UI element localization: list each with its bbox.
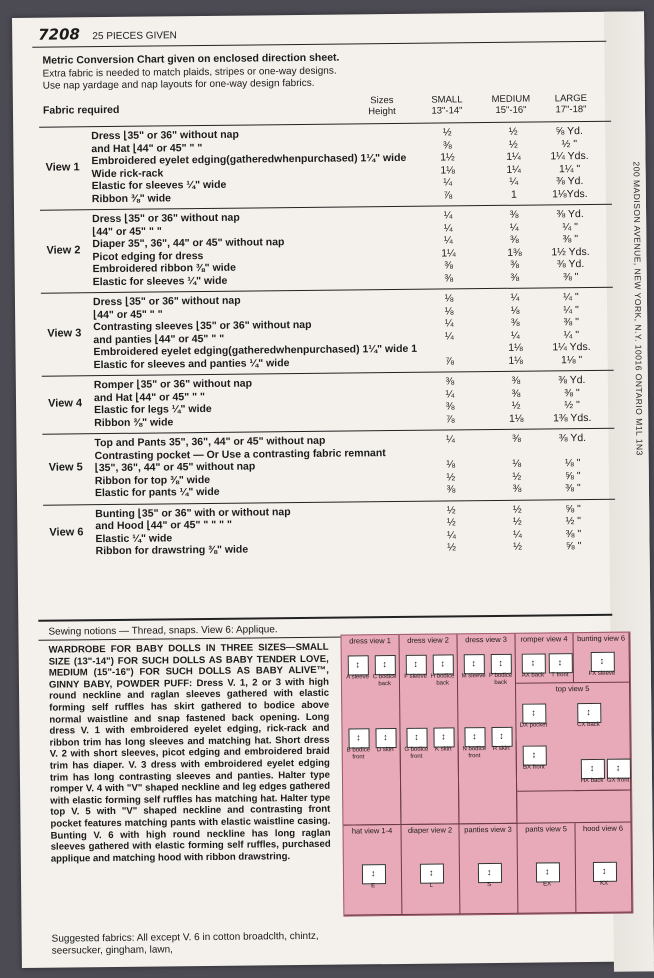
grainline-arrow-icon: ↕ xyxy=(558,658,563,667)
cell-small: ⅛ xyxy=(433,458,469,471)
pattern-envelope xyxy=(12,11,654,968)
cell-medium: ¼ xyxy=(493,221,535,234)
cell-large: ½ " xyxy=(536,137,602,150)
pattern-piece xyxy=(433,654,455,674)
col-large-name: LARGE xyxy=(555,93,587,104)
grainline-arrow-icon: ↕ xyxy=(355,660,360,669)
cell-large: ⅜ Yd. xyxy=(539,374,605,387)
cell-small: ⅜ xyxy=(431,272,467,285)
cell-large: ⅝ Yd. xyxy=(536,125,602,138)
row-description: Elastic for sleeves ¼" wide xyxy=(93,274,228,288)
piece-label: EX xyxy=(530,881,564,888)
cell-large: ⅝ " xyxy=(540,502,606,515)
piece-label: D skirt xyxy=(370,747,401,754)
cell-medium: ½ xyxy=(496,503,538,516)
cell-medium: 1⅛ xyxy=(495,412,537,425)
cell-title: panties view 3 xyxy=(462,826,513,835)
cell-large: 1¼ Yds. xyxy=(538,341,604,354)
cell-medium: 1⅛ xyxy=(494,342,536,355)
pattern-piece xyxy=(549,653,573,673)
col-large-height: 17"-18" xyxy=(555,104,586,115)
cell-small: 1½ xyxy=(429,151,465,164)
piece-label: M sleeve xyxy=(458,673,489,680)
piece-label: A sleeve xyxy=(342,674,373,681)
grainline-arrow-icon: ↕ xyxy=(545,867,550,876)
cell-large: ¼ " xyxy=(538,303,604,316)
cell-small: ¼ xyxy=(431,317,467,330)
row-description: Dress ⌊35" or 36" without nap xyxy=(92,212,240,226)
cell-large: ⅜ " xyxy=(540,482,606,495)
sewing-notions: Sewing notions — Thread, snaps. View 6: Applique. xyxy=(48,624,277,637)
grid-cell xyxy=(457,634,517,825)
cell-large: ⅜ Yd. xyxy=(539,432,605,445)
pattern-piece xyxy=(591,652,615,672)
row-description: Elastic for pants ¼" wide xyxy=(95,486,220,500)
pattern-piece xyxy=(433,727,455,747)
piece-label: R skirt xyxy=(486,746,517,753)
grainline-arrow-icon: ↕ xyxy=(616,764,621,773)
row-description: Ribbon ⅜" wide xyxy=(92,192,171,205)
cell-title xyxy=(578,741,628,742)
row-description: and Hood ⌊44" or 45" " " " " xyxy=(95,519,232,533)
pattern-piece xyxy=(420,864,444,884)
pattern-piece xyxy=(607,759,631,779)
description-body: Dress V. 1, 2 or 3 with high round neckline and raglan sleeves gathered with elastic forming self ruffles has skirt gathered to bodice above normal waistline and snap fastened back opening. Long dress V. 1 with embroidered eyelet edging, rick-rack and ribbon trim has long sleeves and matching hat. Short dress V. 2 with short sleeves, picot edging and embroidered braid trim has diaper. V. 3 dress with embroidered eyelet edging trim has long contrasting sleeves and panties. Halter type romper V. 4 with "V" shaped neckline and leg edges gathered with elastic forming self ruffles has matching hat. Halter type top V. 5 with "V" shaped neckline and contrasting front pocket features matching pants with elastic waistline casing. Bunting V. 6 with high round neckline has long raglan sleeves gathered with elastic forming self ruffles, purchased applique and matching hood with ribbon drawstring. xyxy=(49,676,331,864)
cell-small: ⅛ xyxy=(431,305,467,318)
pattern-piece xyxy=(362,864,386,884)
piece-label: S xyxy=(472,882,506,889)
view-label: View 1 xyxy=(46,161,80,173)
view-section xyxy=(39,121,612,210)
row-description: Contrasting sleeves ⌊35" or 36" without nap xyxy=(93,319,311,334)
piece-label: C bodice back xyxy=(369,674,400,687)
cell-small: ⅞ xyxy=(432,355,468,368)
cell-title: dress view 1 xyxy=(345,637,396,646)
grainline-arrow-icon: ↕ xyxy=(586,708,591,717)
col-large xyxy=(541,93,601,116)
cell-medium: ⅜ xyxy=(494,259,536,272)
col-medium-name: MEDIUM xyxy=(492,94,531,105)
row-description: Embroidered eyelet edging(gatheredwhenpurchased) 1¼" wide xyxy=(91,152,406,168)
row-description: Elastic for sleeves ¼" wide xyxy=(92,179,227,193)
cell-large: ⅜ " xyxy=(538,270,604,283)
cell-large: ⅜ " xyxy=(537,233,603,246)
grainline-arrow-icon: ↕ xyxy=(531,709,536,718)
cell-small: ½ xyxy=(434,541,470,554)
grid-cell xyxy=(575,823,632,914)
grid-cell xyxy=(399,634,459,825)
cell-medium: ⅜ xyxy=(494,317,536,330)
cell-small: ⅛ xyxy=(431,292,467,305)
suggested-fabrics: Suggested fabrics: All except V. 6 in cotton broadclth, chintz, seersucker, gingham, lawn, xyxy=(52,931,342,958)
pattern-pieces-grid xyxy=(340,632,633,917)
cell-small: ¼ xyxy=(430,234,466,247)
cell-title: romper view 4 xyxy=(518,635,569,644)
grainline-arrow-icon: ↕ xyxy=(356,733,361,742)
cell-small: ⅜ xyxy=(431,259,467,272)
pattern-piece xyxy=(581,759,605,779)
cell-large: 1⅛Yds. xyxy=(537,187,603,200)
description-lead: WARDROBE FOR BABY DOLLS IN THREE SIZES—SMALL SIZE (13"-14") FOR SUCH DOLLS AS BABY TENDER LOVE, MEDIUM (15"-16") FOR SUCH DOLLS AS BABY ALIVE™, GINNY BABY, POWDER PUFF: xyxy=(49,642,329,691)
piece-label: G bodice front xyxy=(401,747,432,760)
cell-medium: ½ xyxy=(492,138,534,151)
piece-label: DX pocket xyxy=(516,722,550,729)
pattern-description xyxy=(49,642,331,865)
piece-label: T front xyxy=(543,672,577,679)
row-description: Dress ⌊35" or 36" without nap xyxy=(93,295,241,309)
pattern-piece xyxy=(593,862,617,882)
cell-large: 1⅜ Yds. xyxy=(539,411,605,424)
row-description: Elastic ¼" wide xyxy=(95,532,172,545)
grid-cell xyxy=(341,635,401,826)
grainline-arrow-icon: ↕ xyxy=(472,732,477,741)
pattern-header xyxy=(38,24,177,44)
pattern-piece xyxy=(523,745,547,765)
row-description: Dress ⌊35" or 36" without nap xyxy=(91,129,239,143)
cell-small: ¼ xyxy=(430,222,466,235)
cell-medium: ⅜ xyxy=(495,375,537,388)
cell-medium: ⅜ xyxy=(494,271,536,284)
cell-large: ⅜ " xyxy=(539,386,605,399)
pattern-piece xyxy=(464,654,486,674)
views-container xyxy=(39,121,616,562)
cell-medium: 1⅜ xyxy=(493,246,535,259)
piece-label: BX front xyxy=(517,764,551,771)
grainline-arrow-icon: ↕ xyxy=(499,732,504,741)
piece-label: GX front xyxy=(601,778,635,785)
pattern-piece xyxy=(522,653,546,673)
cell-large: ½ " xyxy=(539,399,605,412)
cell-large: ½ " xyxy=(540,515,606,528)
cell-small: ¼ xyxy=(431,330,467,343)
view-section xyxy=(41,287,614,376)
piece-label: N bodice front xyxy=(459,746,490,759)
view-section xyxy=(40,204,613,293)
view-label: View 2 xyxy=(46,244,80,256)
pieces-count: 25 PIECES GIVEN xyxy=(92,30,177,42)
view-label: View 5 xyxy=(49,462,83,474)
col-small-name: SMALL xyxy=(431,94,462,105)
grainline-arrow-icon: ↕ xyxy=(532,750,537,759)
height-label: Height xyxy=(368,106,396,117)
cell-large: ⅜ " xyxy=(540,527,606,540)
cell-title: bunting view 6 xyxy=(576,635,625,644)
cell-large: ¼ " xyxy=(538,328,604,341)
cell-small: ¼ xyxy=(432,433,468,446)
cell-small: ⅜ xyxy=(429,139,465,152)
row-description: ⌊44" or 45" " " xyxy=(93,308,163,321)
piece-label: H bodice back xyxy=(427,673,458,686)
chart-title: Metric Conversion Chart given on enclosed direction sheet. xyxy=(42,52,339,67)
piece-label: L xyxy=(414,882,448,889)
cell-medium: ½ xyxy=(496,516,538,529)
view-section xyxy=(43,498,616,562)
piece-label: AX back xyxy=(516,672,550,679)
cell-large: ⅜ Yd. xyxy=(537,175,603,188)
cell-small: ⅜ xyxy=(432,400,468,413)
cell-small: ⅜ xyxy=(433,483,469,496)
pattern-piece xyxy=(491,654,513,674)
row-description: Top and Pants 35", 36", 44" or 45" without nap xyxy=(94,435,325,450)
piece-label: HX back xyxy=(575,778,609,785)
grid-cell xyxy=(401,824,460,915)
cell-title: dress view 2 xyxy=(403,636,454,645)
row-description: Elastic for sleeves and panties ¼" wide xyxy=(94,357,290,372)
row-description: and panties ⌊44" or 45" " " xyxy=(93,332,224,346)
row-description: Ribbon for top ⅜" wide xyxy=(95,473,210,487)
grainline-arrow-icon: ↕ xyxy=(440,660,445,669)
grainline-arrow-icon: ↕ xyxy=(487,868,492,877)
row-description: Bunting ⌊35" or 36" with or without nap xyxy=(95,506,291,521)
pattern-number: 7208 xyxy=(38,25,80,43)
view-label: View 3 xyxy=(47,327,81,339)
row-description: ⌊44" or 45" " " xyxy=(92,225,162,238)
cell-large: ⅛ " xyxy=(540,457,606,470)
grainline-arrow-icon: ↕ xyxy=(471,659,476,668)
grid-cell xyxy=(517,823,576,914)
cell-large: ⅜ Yd. xyxy=(537,208,603,221)
grid-cell xyxy=(517,791,631,824)
cell-large: 1¼ " xyxy=(537,162,603,175)
cell-large: ⅝ " xyxy=(540,469,606,482)
grainline-arrow-icon: ↕ xyxy=(429,869,434,878)
cell-small: ½ xyxy=(429,126,465,139)
cell-small: ⅞ xyxy=(432,413,468,426)
row-description: and Hat ⌊44" or 45" " " xyxy=(94,391,205,405)
cell-medium: ⅛ xyxy=(494,304,536,317)
cell-medium: ⅜ xyxy=(495,387,537,400)
cell-small: ½ xyxy=(433,504,469,517)
view-label: View 6 xyxy=(49,526,83,538)
cell-medium: ¼ xyxy=(494,292,536,305)
cell-large: ¼ " xyxy=(537,220,603,233)
pattern-piece xyxy=(464,727,486,747)
row-description: Picot edging for dress xyxy=(92,250,203,264)
row-description: Ribbon for drawstring ⅜" wide xyxy=(96,544,249,558)
pattern-piece xyxy=(522,703,546,723)
piece-label: F sleeve xyxy=(400,674,431,681)
cell-medium: ⅛ xyxy=(496,458,538,471)
piece-label: K skirt xyxy=(428,746,459,753)
row-description: Wide rick-rack xyxy=(92,167,164,180)
cell-title: top view 5 xyxy=(519,685,626,694)
divider xyxy=(38,614,612,622)
cell-large xyxy=(540,444,606,445)
cell-small: ¼ xyxy=(433,529,469,542)
cell-medium: ⅜ xyxy=(493,209,535,222)
row-description: ⌊35", 36", 44" or 45" without nap xyxy=(95,460,256,474)
cell-medium: ½ xyxy=(495,400,537,413)
row-description: Ribbon ⅜" wide xyxy=(94,416,173,429)
row-description: Diaper 35", 36", 44" or 45" without nap xyxy=(92,236,284,251)
row-description: Embroidered ribbon ⅜" wide xyxy=(93,262,236,276)
cell-large: 1¼ Yds. xyxy=(536,150,602,163)
grid-cell xyxy=(573,633,630,684)
cell-medium: ½ xyxy=(496,470,538,483)
cell-small: ½ xyxy=(433,516,469,529)
row-description: Contrasting pocket — Or Use a contrasting fabric remnant xyxy=(95,447,386,463)
piece-label: E xyxy=(356,883,390,890)
cell-large: ⅜ " xyxy=(538,316,604,329)
yardage-table xyxy=(39,93,616,562)
cell-small: ¼ xyxy=(430,209,466,222)
publisher-address: 200 MADISON AVENUE, NEW YORK, N.Y. 10016 ONTARIO M1L 1N3 xyxy=(626,161,645,461)
cell-title: diaper view 2 xyxy=(404,826,455,835)
row-description: Embroidered eyelet edging(gatheredwhenpurchased) 1¼" wide 1 xyxy=(93,343,417,359)
cell-medium: ¼ xyxy=(493,176,535,189)
cell-medium: ¼ xyxy=(494,329,536,342)
pattern-piece xyxy=(536,862,560,882)
grainline-arrow-icon: ↕ xyxy=(382,660,387,669)
col-small xyxy=(417,94,477,117)
grainline-arrow-icon: ↕ xyxy=(371,869,376,878)
grid-cell xyxy=(459,824,518,915)
pattern-piece xyxy=(348,728,370,748)
grainline-arrow-icon: ↕ xyxy=(413,660,418,669)
cell-large: ¼ " xyxy=(538,291,604,304)
cell-large: ⅝ " xyxy=(541,540,607,553)
view-section xyxy=(42,428,615,504)
cell-small: ⅜ xyxy=(432,375,468,388)
grid-cell xyxy=(343,825,402,916)
cell-medium: ⅜ xyxy=(493,234,535,247)
cell-medium: 1⅛ xyxy=(495,354,537,367)
cell-medium: 1¼ xyxy=(492,151,534,164)
cell-medium: ½ xyxy=(497,541,539,554)
cell-title: pants view 5 xyxy=(520,825,571,834)
grid-cell xyxy=(515,633,574,684)
piece-label: KX xyxy=(587,881,621,888)
piece-label: FX sleeve xyxy=(585,671,619,678)
cell-large: 1½ Yds. xyxy=(537,245,603,258)
row-description: Elastic for legs ¼" wide xyxy=(94,403,212,417)
grainline-arrow-icon: ↕ xyxy=(600,657,605,666)
cell-large: 1⅛ " xyxy=(539,353,605,366)
cell-medium: 1 xyxy=(493,188,535,201)
row-description: Romper ⌊35" or 36" without nap xyxy=(94,378,252,392)
cell-small: ⅞ xyxy=(430,189,466,202)
cell-large: ⅜ Yd. xyxy=(538,258,604,271)
col-small-height: 13"-14" xyxy=(431,105,462,116)
pattern-piece xyxy=(491,727,513,747)
note-line: Extra fabric is needed to match plaids, stripes or one-way designs. xyxy=(43,66,337,81)
pattern-piece xyxy=(406,728,428,748)
cell-medium: ½ xyxy=(492,126,534,139)
fabric-notes xyxy=(43,66,337,93)
pattern-piece xyxy=(478,863,502,883)
sizes-label: Sizes xyxy=(370,95,393,106)
grainline-arrow-icon: ↕ xyxy=(441,733,446,742)
cell-medium: 1¼ xyxy=(493,163,535,176)
cell-medium: ⅜ xyxy=(495,433,537,446)
note-line: Use nap yardage and nap layouts for one-way design fabrics. xyxy=(43,78,337,93)
cell-title: dress view 3 xyxy=(460,636,511,645)
pattern-piece xyxy=(375,655,397,675)
row-description: and Hat ⌊44" or 45" " " xyxy=(91,142,202,156)
pattern-piece xyxy=(577,703,601,723)
col-medium-height: 15"-16" xyxy=(495,105,526,116)
pattern-piece xyxy=(375,728,397,748)
view-section xyxy=(42,370,615,434)
cell-medium: ⅜ xyxy=(496,483,538,496)
grainline-arrow-icon: ↕ xyxy=(414,733,419,742)
sizes-heading xyxy=(357,95,407,118)
piece-label: CX back xyxy=(571,722,605,729)
view-label: View 4 xyxy=(48,397,82,409)
cell-small: 1⅛ xyxy=(430,164,466,177)
cell-small: ¼ xyxy=(430,176,466,189)
cell-small: ½ xyxy=(433,471,469,484)
cell-title: hat view 1-4 xyxy=(346,827,397,836)
col-medium xyxy=(481,93,541,116)
grainline-arrow-icon: ↕ xyxy=(590,764,595,773)
grainline-arrow-icon: ↕ xyxy=(531,659,536,668)
pattern-piece xyxy=(348,655,370,675)
grid-cell xyxy=(575,739,632,792)
piece-label: B bodice front xyxy=(343,747,374,760)
fabric-required-label: Fabric required xyxy=(43,104,120,117)
pattern-piece xyxy=(406,655,428,675)
cell-small: 1¼ xyxy=(430,247,466,260)
grainline-arrow-icon: ↕ xyxy=(602,867,607,876)
grainline-arrow-icon: ↕ xyxy=(498,659,503,668)
cell-small: ¼ xyxy=(432,388,468,401)
piece-label: P bodice back xyxy=(485,673,516,686)
cell-medium: ¼ xyxy=(496,528,538,541)
cell-title: hood view 6 xyxy=(578,825,627,834)
grainline-arrow-icon: ↕ xyxy=(383,733,388,742)
